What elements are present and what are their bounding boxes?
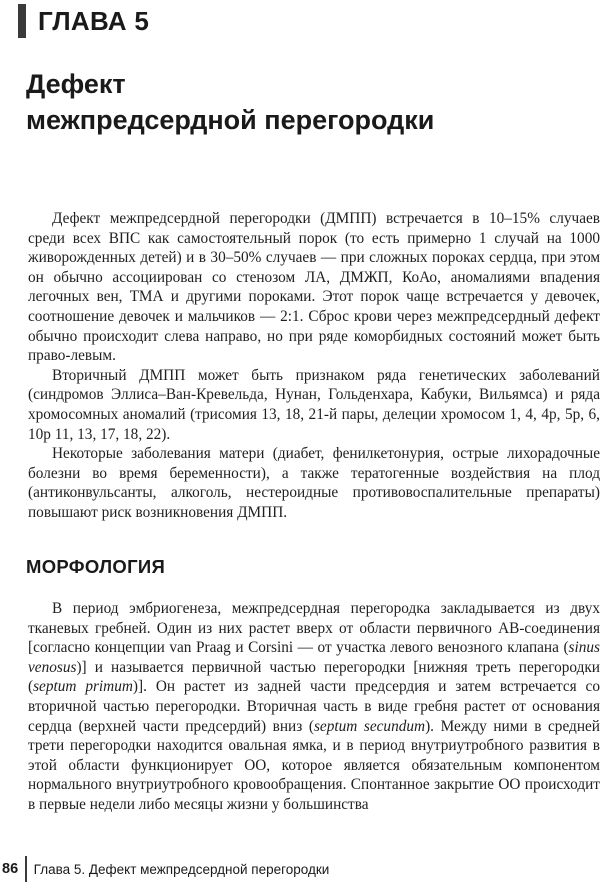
running-head: Глава 5. Дефект межпредсердной перегородки: [33, 861, 330, 877]
chapter-header: [18, 6, 149, 36]
paragraph: Вторичный ДМПП может быть признаком ряда генетических заболеваний (синдромов Эллиса–Ван-Кревельда, Нунан, Гольденхара, Кабуки, Вильямса) и ряда хромосомных аномалий (трисомия 13, 18, 21-й пары, делеции хромосом 1, 4, 4p, 5p, 6, 10p 11, 13, 17, 18, 22).: [28, 366, 600, 443]
latin-term: septum primum: [33, 678, 133, 696]
chapter-title-line-1: Дефект: [26, 69, 126, 99]
page-footer: [0, 856, 329, 882]
latin-term: sinus venosus: [28, 639, 600, 676]
intro-section: [28, 209, 600, 523]
text-run: В период эмбриогенеза, межпредсердная перегородка закладывается из двух тканевых гребней. Один из них растет вверх от области первичного АВ-соединения [согласно концепции van Praag и Corsini — от участка левого венозного клапана (: [28, 600, 600, 657]
paragraph: Некоторые заболевания матери (диабет, фенилкетонурия, острые лихорадочные болезни во время беременности), а также тератогенные воздействия на плод (антиконвульсанты, алкоголь, нестероидные противовоспалительные препараты) повышают риск возникновения ДМПП.: [28, 445, 600, 521]
paragraph: Дефект межпредсердной перегородки (ДМПП) встречается в 10–15% случаев среди всех ВПС как самостоятельный порок (то есть примерно 1 случай на 1000 живорожденных детей) и в 30–50% случаев — при сложных пороках сердца, при этом он обычно ассоциирован со стенозом ЛА, ДМЖП, КоАо, аномалиями впадения легочных вен, ТМА и другими пороками. Этот порок чаще встречается у девочек, соотношение девочек и мальчиков — 2:1. Сброс крови через межпредсердный дефект обычно происходит слева направо, но при ряде коморбидных состояний может быть право-левым.: [28, 210, 600, 365]
chapter-label: ГЛАВА 5: [38, 5, 150, 36]
text-run: )]. Он растет из задней части предсердия и затем встречается со вторичной частью перегородки. Вторичная часть в виде гребня растет от основания сердца (верхней части предсердий) вниз (: [28, 678, 600, 735]
text-run: ). Между ними в средней трети перегородки находится овальная ямка, и в период внутриутробного развития в этой области функционирует ОО, которое является обязательным компонентом нормального внутриутробного кровообращения. Спонтанное закрытие ОО происходит в первые недели либо месяцы жизни у большинства: [28, 717, 600, 813]
page-number: 86: [2, 861, 19, 877]
footer-divider: [25, 856, 27, 882]
section-heading-morphology: МОРФОЛОГИЯ: [26, 556, 166, 577]
chapter-marker-bar: [18, 4, 26, 38]
morphology-section: [28, 599, 600, 815]
latin-term: septum secundum: [313, 717, 426, 735]
text-run: )] и называется первичной частью перегородки [нижняя треть перегородки (: [28, 658, 600, 696]
paragraph: [28, 599, 600, 815]
chapter-title: [26, 66, 596, 138]
chapter-title-line-2: межпредсердной перегородки: [26, 105, 435, 135]
